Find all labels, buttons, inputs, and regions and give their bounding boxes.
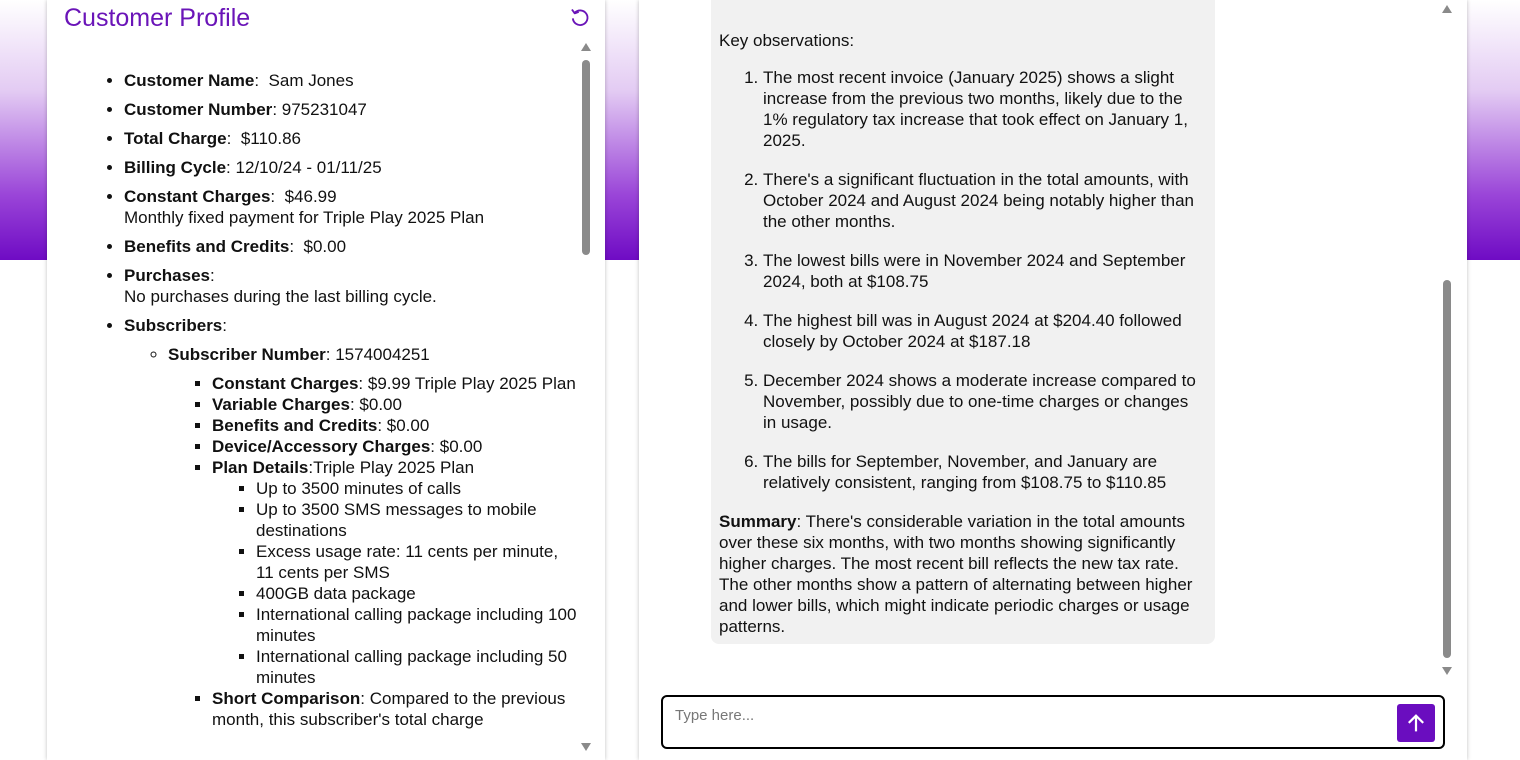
list-item: ▪ Plan Details:Triple Play 2025 Plan ▪ Up to 3500 minutes of calls ▪ Up to 3500 SMS messages to mobile destinations ▪ Excess usage rate: 11 cents per minute, 11 cents per SMS ▪ 400GB data package ▪ International calling package including 100 minutes ▪ International calling package including 50 minutes — [212, 457, 577, 688]
list-item: 1. The most recent invoice (January 2025) shows a slight increase from the previous two months, likely due to the 1% regulatory tax increase that took effect on January 1, 2025. — [763, 67, 1204, 151]
message-input[interactable] — [675, 705, 1375, 725]
panel-title: Customer Profile — [64, 4, 251, 32]
list-item: ▪ Short Comparison: Compared to the previous month, this subscriber's total charge — [212, 688, 577, 730]
field-label: Device/Accessory Charges — [212, 437, 431, 456]
constant-charges-note: Monthly fixed payment for Triple Play 2025 Plan — [124, 208, 485, 227]
field-label: Purchases — [124, 266, 210, 285]
field-label: Plan Details — [212, 458, 309, 477]
field-value: $0.00 — [439, 437, 483, 456]
scroll-down-arrow-icon[interactable] — [581, 743, 591, 751]
summary-label: Summary — [719, 512, 797, 531]
field-label: Variable Charges — [212, 395, 350, 414]
field-label: Benefits and Credits — [124, 237, 290, 256]
list-item: 5. December 2024 shows a moderate increase compared to November, possibly due to one-time charges or changes in usage. — [763, 370, 1204, 433]
list-item: • Customer Name: Sam Jones — [124, 70, 577, 91]
assistant-message — [711, 0, 1215, 644]
profile-scrollbar[interactable] — [581, 40, 591, 755]
scroll-up-arrow-icon[interactable] — [1442, 5, 1452, 13]
send-button[interactable] — [1397, 704, 1435, 742]
customer-number-value: 975231047 — [281, 100, 367, 119]
list-item: ▪ Up to 3500 SMS messages to mobile destinations — [256, 499, 577, 541]
field-value: $0.00 — [386, 416, 430, 435]
list-item: • Customer Number: 975231047 — [124, 99, 577, 120]
list-item: 2. There's a significant fluctuation in the total amounts, with October 2024 and August 2024 being notably higher than the other months. — [763, 169, 1204, 232]
field-label: Benefits and Credits — [212, 416, 378, 435]
list-item: • Purchases: No purchases during the last billing cycle. — [124, 265, 577, 307]
field-label: Constant Charges — [124, 187, 271, 206]
customer-name-value: Sam Jones — [268, 71, 354, 90]
profile-list — [47, 70, 577, 730]
list-item: ▪ Device/Accessory Charges: $0.00 — [212, 436, 577, 457]
field-label: Customer Number — [124, 100, 273, 119]
field-value: Compared to the previous month, this subscriber's total charge — [212, 689, 566, 729]
list-item: 4. The highest bill was in August 2024 at $204.40 followed closely by October 2024 at $187.18 — [763, 310, 1204, 352]
scroll-up-arrow-icon[interactable] — [581, 43, 591, 51]
list-item: 6. The bills for September, November, and January are relatively consistent, ranging from $108.75 to $110.85 — [763, 451, 1204, 493]
arrow-up-icon — [1405, 712, 1427, 734]
scrollbar-thumb[interactable] — [1443, 280, 1451, 658]
list-item: ◦ Subscriber Number: 1574004251 ▪ Constant Charges: $9.99 Triple Play 2025 Plan ▪ Variable Charges: $0.00 ▪ Benefits and Credits: $0.00 ▪ Device/Accessory Charges: $0.00 ▪ Plan Details:Triple Play 2025 Plan ▪ Up to 3500 minutes of calls ▪ Up to 3500 SMS messages to mobile destinations ▪ Excess usage rate: 11 cents per minute, 11 cents per SMS ▪ 400GB data package ▪ International calling package including 100 minutes ▪ International calling package including 50 minutes ▪ Short Comparison: Compared to the previous month, this subscriber's total charge — [168, 344, 577, 730]
field-label: Constant Charges — [212, 374, 359, 393]
list-item: • Billing Cycle: 12/10/24 - 01/11/25 — [124, 157, 577, 178]
field-label: Short Comparison — [212, 689, 361, 708]
refresh-icon[interactable] — [569, 6, 591, 28]
list-item: ▪ Excess usage rate: 11 cents per minute, 11 cents per SMS — [256, 541, 577, 583]
scrollbar-thumb[interactable] — [582, 60, 590, 255]
list-item: 3. The lowest bills were in November 2024 and September 2024, both at $108.75 — [763, 250, 1204, 292]
field-label: Subscribers — [124, 316, 223, 335]
field-value: $9.99 Triple Play 2025 Plan — [367, 374, 576, 393]
list-item: ▪ International calling package including 50 minutes — [256, 646, 577, 688]
field-value: Triple Play 2025 Plan — [313, 458, 475, 477]
scroll-down-arrow-icon[interactable] — [1442, 667, 1452, 675]
list-item: • Total Charge: $110.86 — [124, 128, 577, 149]
field-value: $0.00 — [359, 395, 402, 414]
list-item: • Subscribers: ◦ Subscriber Number: 1574004251 ▪ Constant Charges: $9.99 Triple Play 2025 Plan ▪ Variable Charges: $0.00 ▪ Benefits and Credits: $0.00 ▪ Device/Accessory Charges: $0.00 ▪ Plan Details:Triple Play 2025 Plan ▪ Up to 3500 minutes of calls ▪ Up to 3500 SMS messages to mobile destinations ▪ Excess usage rate: 11 cents per minute, 11 cents per SMS ▪ 400GB data package ▪ International calling package including 100 minutes ▪ International calling package including 50 minutes ▪ Short Comparison: Compared to the previous month, this subscriber's total charge — [124, 315, 577, 730]
list-item: ▪ Variable Charges: $0.00 — [212, 394, 577, 415]
subscriber-number-value: 1574004251 — [335, 345, 430, 364]
list-item: ▪ Up to 3500 minutes of calls — [256, 478, 577, 499]
list-item: ▪ Benefits and Credits: $0.00 — [212, 415, 577, 436]
list-item: • Benefits and Credits: $0.00 — [124, 236, 577, 257]
subscriber-list — [124, 344, 577, 730]
message-input-box — [661, 695, 1445, 749]
summary-text: : There's considerable variation in the total amounts over these six months, with two months showing significantly higher charges. The most recent bill reflects the new tax rate. The other months show a pattern of alternating between higher and lower bills, which might indicate periodic charges or usage patterns. — [719, 512, 1193, 636]
benefits-value: $0.00 — [303, 237, 347, 256]
subscriber-details — [168, 373, 577, 730]
list-item: ▪ International calling package including 100 minutes — [256, 604, 577, 646]
billing-cycle-value: 12/10/24 - 01/11/25 — [235, 158, 382, 177]
total-charge-value: $110.86 — [240, 129, 302, 148]
constant-charges-value: $46.99 — [284, 187, 337, 206]
list-item: ▪ Constant Charges: $9.99 Triple Play 2025 Plan — [212, 373, 577, 394]
chat-panel — [639, 0, 1467, 760]
field-label: Subscriber Number — [168, 345, 326, 364]
plan-details-list — [212, 478, 577, 688]
message-intro: Key observations: — [719, 31, 855, 50]
chat-scrollbar[interactable] — [1442, 0, 1452, 680]
field-label: Customer Name — [124, 71, 255, 90]
field-label: Billing Cycle — [124, 158, 227, 177]
profile-content — [47, 70, 577, 760]
field-label: Total Charge — [124, 129, 227, 148]
summary-paragraph — [719, 511, 1204, 637]
observations-list — [719, 67, 1204, 493]
customer-profile-panel — [47, 0, 605, 760]
list-item: ▪ 400GB data package — [256, 583, 577, 604]
list-item: • Constant Charges: $46.99 Monthly fixed payment for Triple Play 2025 Plan — [124, 186, 577, 228]
purchases-note: No purchases during the last billing cycle. — [124, 287, 437, 306]
